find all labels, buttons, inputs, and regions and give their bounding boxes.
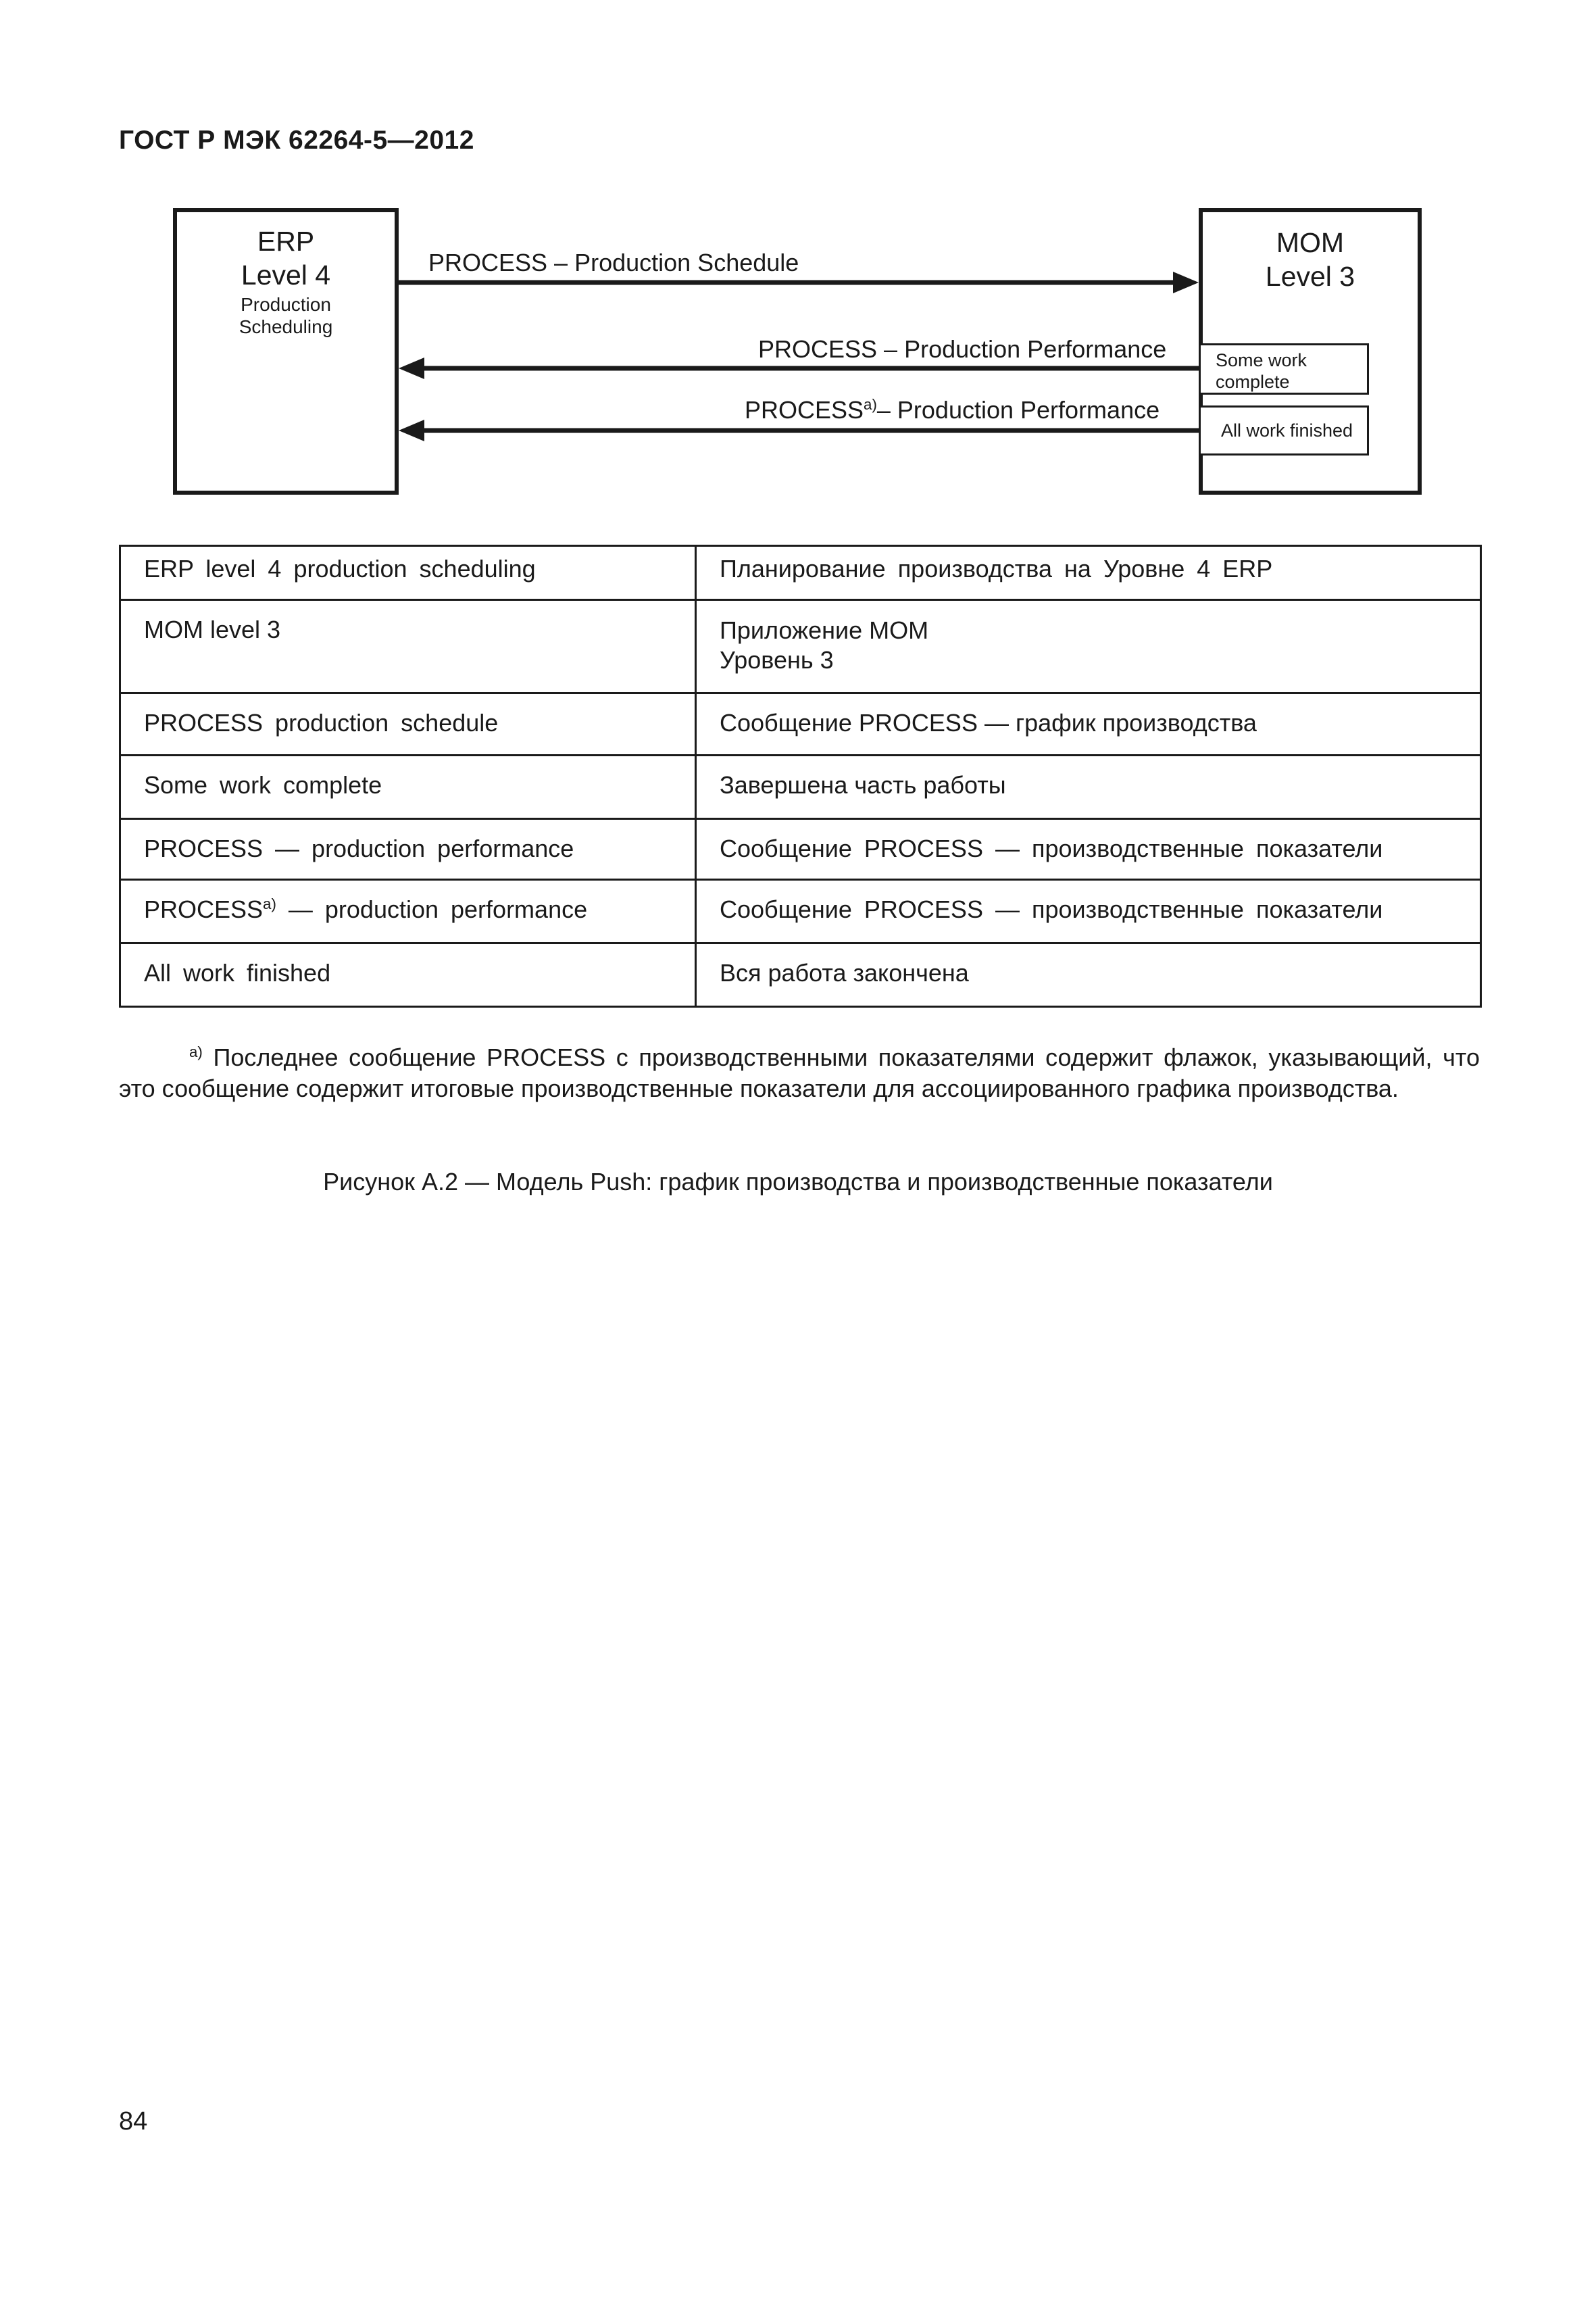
term-ru [696, 600, 1481, 693]
footnote-marker: a) [189, 1043, 203, 1060]
document-id: ГОСТ Р МЭК 62264-5—2012 [119, 126, 474, 155]
glossary-table [119, 545, 1482, 1008]
term-en-main: PROCESS [144, 895, 264, 923]
footnote-text: Последнее сообщение PROCESS с производственными показателями содержит флажок, указывающий, что это сообщение содержит итоговые производственные показатели для ассоциированного графика производства. [119, 1043, 1480, 1102]
term-en-tail: — production performance [276, 895, 588, 923]
term-en: All work finished [120, 943, 696, 1007]
arrowhead-right [1173, 272, 1199, 293]
arrow-label-tail: – Production Performance [876, 396, 1160, 424]
footnote-marker: a) [263, 895, 276, 912]
term-en: PROCESS — production performance [120, 819, 696, 880]
some-work-complete-label: Some work complete [1216, 350, 1307, 392]
all-work-finished-label: All work finished [1221, 420, 1353, 441]
term-en [120, 880, 696, 943]
term-ru-line1: Приложение MOM [720, 616, 929, 644]
table-row [120, 819, 1481, 880]
erp-subtitle-line2: Scheduling [239, 316, 333, 337]
erp-subtitle-line1: Production [241, 294, 331, 315]
term-ru: Планирование производства на Уровне 4 ERP [696, 546, 1481, 600]
table-row [120, 693, 1481, 756]
table-row [120, 546, 1481, 600]
arrow-label-production-performance: PROCESS – Production Performance [758, 335, 1167, 363]
arrow-label-production-schedule: PROCESS – Production Schedule [428, 249, 799, 276]
mom-title: MOM [1276, 227, 1345, 258]
page-number: 84 [119, 2107, 148, 2136]
push-model-diagram [0, 0, 1596, 514]
term-ru: Завершена часть работы [696, 756, 1481, 819]
term-ru-line2: Уровень 3 [720, 646, 834, 674]
term-ru: Сообщение PROCESS — график производства [696, 693, 1481, 756]
term-en: Some work complete [120, 756, 696, 819]
mom-level: Level 3 [1265, 261, 1355, 292]
term-ru: Сообщение PROCESS — производственные показатели [696, 819, 1481, 880]
footnote-marker: a) [864, 396, 877, 413]
figure-caption: Рисунок А.2 — Модель Push: график производства и производственные показатели [323, 1168, 1273, 1196]
term-ru: Вся работа закончена [696, 943, 1481, 1007]
term-en: ERP level 4 production scheduling [120, 546, 696, 600]
arrowhead-left [399, 358, 424, 379]
term-en: PROCESS production schedule [120, 693, 696, 756]
term-ru: Сообщение PROCESS — производственные показатели [696, 880, 1481, 943]
table-row [120, 600, 1481, 693]
some-work-complete-box [1199, 343, 1369, 395]
table-row [120, 756, 1481, 819]
arrow-label-final-production-performance [745, 396, 1159, 424]
arrowhead-left [399, 420, 424, 441]
erp-level: Level 4 [241, 260, 331, 291]
table-row [120, 880, 1481, 943]
term-en: MOM level 3 [120, 600, 696, 693]
arrow-label-main: PROCESS [745, 396, 864, 424]
erp-box [173, 208, 399, 495]
table-row [120, 943, 1481, 1007]
all-work-finished-box [1199, 405, 1369, 456]
footnote [119, 1042, 1480, 1104]
erp-title: ERP [257, 226, 315, 257]
